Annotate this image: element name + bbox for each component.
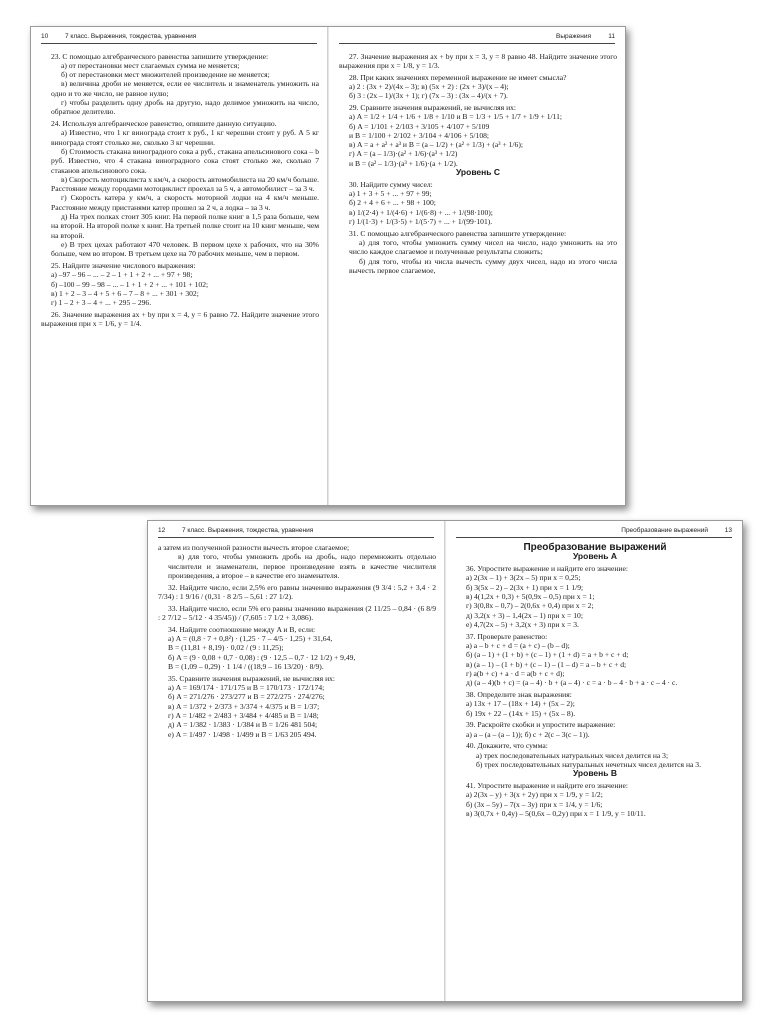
formula-line: и B = (a² – 1/3)·(a³ + 1/6)·(a + 1/2). <box>349 158 458 168</box>
running-title: 7 класс. Выражения, тождества, уравнения <box>182 527 314 534</box>
formula-line: д) (a – 4)(b + c) = (a – 4) · b + (a – 4) · c = a · b – 4 · b + a · c – 4 · c. <box>466 678 678 688</box>
exercise-statement: 37. Проверьте равенство: <box>466 631 548 641</box>
exercise-item: б) Стоимость стакана виноградного сока a руб., стакана апельсинового сока – b руб. Известно, что 4 стакана виноградного сока стоят столько же, сколько 7 стаканов апельсинового сока. <box>51 146 319 175</box>
book-spread-top <box>30 26 626 506</box>
exercise-item: е) В трех цехах работают 470 человек. В первом цехе x рабочих, что на 30% больше, чем во втором. В третьем цехе на 70 рабочих меньше, чем в первом. <box>51 239 319 259</box>
running-head <box>41 33 317 44</box>
formula-line: г) 3(0,8x – 0,7) – 2(0,6x + 0,4) при x = 2; <box>466 601 594 611</box>
exercise-statement: 35. Сравните значения выражений, не вычисляя их: <box>168 673 336 683</box>
formula-line: а) 1 + 3 + 5 + ... + 97 + 99; <box>349 189 432 199</box>
formula-line: в) 1/(2·4) + 1/(4·6) + 1/(6·8) + ... + 1/(98·100); <box>349 207 493 217</box>
formula-line: б) 3 : (2x – 1)/(3x + 1); г) (7x – 3) : (3x – 4)/(x + 7). <box>349 91 508 101</box>
page-number: 13 <box>724 527 732 534</box>
formula-line: г) A = 1/482 + 2/483 + 3/484 + 4/485 и B = 1/48; <box>168 711 319 721</box>
formula-line: а) 2(3x – 1) + 3(2x – 5) при x = 0,25; <box>466 573 581 583</box>
running-head <box>339 33 615 44</box>
exercise-statement: 34. Найдите соотношение между A и B, если: <box>168 624 316 634</box>
formula-line: и B = 1/100 + 2/102 + 3/104 + 4/106 + 5/108; <box>349 130 490 140</box>
formula-line: д) A = 1/382 · 1/383 · 1/384 и B = 1/26 481 504; <box>168 720 318 730</box>
page-number: 12 <box>158 527 166 534</box>
page-12 <box>148 521 444 1001</box>
exercise-statement: 39. Раскройте скобки и упростите выражение: <box>466 720 616 730</box>
exercise-item: в) для того, чтобы умножить дробь на дробь, надо перемножить отдельно числители и знаменатели, первое произведение взять в качестве числителя произведения, а второе – в качестве его знаменателя. <box>168 552 436 580</box>
exercise-item: г) Скорость катера y км/ч, а скорость моторной лодки на 4 км/ч меньше. Расстояние между пристанями катер прошел за 2 ч, а лодка – за 3 ч. <box>51 193 319 212</box>
formula-line: б) 3(5x – 2) – 2(3x + 1) при x = 1 1/9; <box>466 582 584 592</box>
running-head <box>456 527 732 538</box>
book-spread-bottom <box>147 520 743 1002</box>
formula-line: г) a(b + c) + a · d = a(b + c + d); <box>466 668 565 678</box>
page-10 <box>31 27 327 505</box>
formula-line: б) A = 1/101 + 2/103 + 3/105 + 4/107 + 5/109 <box>349 121 490 131</box>
formula-line: в) A = 1/372 + 2/373 + 3/374 + 4/375 и B = 1/37; <box>168 701 320 711</box>
exercise-statement: 27. Значение выражения ax + by при x = 3, y = 8 равно 48. Найдите значение этого выражения при x = 1/8, y = 1/3. <box>339 51 617 70</box>
formula-line: в) A = a + a² + a³ и B = (a – 1/2) + (a² + 1/3) + (a³ + 1/6); <box>349 140 523 150</box>
page-text <box>41 49 319 499</box>
formula-line: в) 4(1,2x + 0,3) + 5(0,9x – 0,5) при x = 1; <box>466 591 595 601</box>
level-heading: Уровень С <box>455 167 501 178</box>
exercise-statement: 41. Упростите выражение и найдите его значение: <box>466 781 628 791</box>
formula-line: б) (a – 1) + (1 + b) + (c – 1) + (1 + d) = a + b + c + d; <box>466 650 629 660</box>
page-13 <box>446 521 742 1001</box>
page-number: 11 <box>608 33 615 40</box>
formula-line: а) a – b + c + d = (a + c) – (b – d); <box>466 640 570 650</box>
exercise-statement: 30. Найдите сумму чисел: <box>349 179 433 189</box>
exercise-statement: 33. Найдите число, если 5% его равны значению выражения (2 11/25 – 0,84 · (6 8/9 : 2 7/12 – 5/12 · 4 35/45)) / (7,605 : 7 1/2 + 3,086). <box>158 603 436 623</box>
section-title: Преобразование выражений <box>523 542 667 553</box>
exercise-item: б) трех последовательных натуральных нечетных чисел делится на 3. <box>476 760 701 770</box>
exercise-statement: 28. При каких значениях переменной выражение не имеет смысла? <box>349 72 567 82</box>
formula-line: B = (11,81 + 8,19) · 0,02 / (9 : 11,25); <box>168 643 284 653</box>
exercise-statement: 31. С помощью алгебраического равенства запишите утверждение: <box>349 228 567 238</box>
exercise-item: в) величина дроби не меняется, если ее числитель и знаменатель умножить на одно и то же число, не равное нулю; <box>51 79 319 98</box>
exercise-statement: 40. Докажите, что сумма: <box>466 741 548 751</box>
formula-line: б) (3x – 5y) – 7(x – 3y) при x = 1/4, y = 1/6; <box>466 799 603 809</box>
exercise-statement: 24. Используя алгебраическое равенство, опишите данную ситуацию. <box>51 119 277 129</box>
exercise-item: б) для того, чтобы из числа вычесть сумму двух чисел, надо из этого числа вычесть первое слагаемое, <box>349 256 617 276</box>
exercise-item: а) трех последовательных натуральных чисел делится на 3; <box>476 750 669 760</box>
formula-line: е) 4,7(2x – 5) + 3,2(x + 3) при x = 3. <box>466 619 579 629</box>
formula-line: а) A = 169/174 · 171/175 и B = 170/173 · 172/174; <box>168 683 325 693</box>
formula-line: а) a – (a – (a – 1)); б) c + 2(c – 3(c – 1)). <box>466 729 590 739</box>
exercise-statement: 38. Определите знак выражения: <box>466 689 572 699</box>
formula-line: г) 1 – 2 + 3 – 4 + ... + 295 – 296. <box>51 298 152 308</box>
formula-line: б) A = 271/276 · 273/277 и B = 272/275 · 274/276; <box>168 692 325 702</box>
exercise-statement: 26. Значение выражения ax + by при x = 4, y = 6 равно 72. Найдите значение этого выражения при x = 1/6, y = 1/4. <box>41 310 319 329</box>
page-11 <box>329 27 625 505</box>
formula-line: в) 1 + 2 – 3 – 4 + 5 + 6 – 7 – 8 + ... + 301 + 302; <box>51 288 199 298</box>
level-heading: Уровень А <box>572 551 618 562</box>
formula-line: г) A = (a – 1/3)·(a² + 1/6)·(a³ + 1/2) <box>349 149 458 159</box>
running-title: Преобразование выражений <box>621 527 708 534</box>
page-number: 10 <box>41 33 49 40</box>
formula-line: г) 1/(1·3) + 1/(3·5) + 1/(5·7) + ... + 1/(99·101). <box>349 217 493 227</box>
formula-line: а) –97 – 96 – ... – 2 – 1 + 1 + 2 + ... + 97 + 98; <box>51 270 193 280</box>
formula-line: б) –100 – 99 – 98 – ... – 1 + 1 + 2 + ... + 101 + 102; <box>51 279 209 289</box>
formula-line: в) 3(0,7x + 0,4y) – 5(0,6x – 0,2y) при x = 1 1/9, y = 10/11. <box>466 809 646 819</box>
exercise-item: а) от перестановки мест слагаемых сумма не меняется; <box>61 60 240 70</box>
exercise-item: а) для того, чтобы умножить сумму чисел на число, надо умножить на это число каждое слагаемое и полученные результаты сложить; <box>349 238 617 257</box>
formula-line: б) A = (9 · 0,08 + 0,7 · 0,08) : (9 · 12,5 – 0,7 · 12 1/2) + 9,49, <box>168 652 356 662</box>
page-text <box>339 49 617 499</box>
formula-line: а) 2 : (3x + 2)/(4x – 3); в) (5x + 2) : (2x + 3)/(x – 4); <box>349 81 509 91</box>
exercise-statement: 36. Упростите выражение и найдите его значение: <box>466 564 628 574</box>
running-title: Выражения <box>556 33 591 40</box>
formula-line: а) 2(3x – y) + 3(x + 2y) при x = 1/9, y = 1/2; <box>466 790 603 800</box>
formula-line: д) 3,2(x + 3) – 1,4(2x – 1) при x = 10; <box>466 610 583 620</box>
page-text <box>456 543 734 995</box>
exercise-item: б) от перестановки мест множителей произведение не меняется; <box>61 70 270 80</box>
page-text <box>158 543 436 995</box>
exercise-statement: 29. Сравните значения выражений, не вычисляя их: <box>349 102 517 112</box>
formula-line: в) (a – 1) – (1 + b) + (c – 1) – (1 – d) = a – b + c + d; <box>466 659 627 669</box>
paragraph: а затем из полученной разности вычесть второе слагаемое; <box>158 543 350 552</box>
exercise-item: а) Известно, что 1 кг винограда стоит x руб., 1 кг черешни стоит y руб. А 5 кг винограда стоят столько же, сколько 3 кг черешни. <box>51 128 319 147</box>
exercise-statement: 32. Найдите число, если 2,5% его равны значению выражения (9 3/4 : 5,2 + 3,4 · 2 7/34) : 1 9/16 / (0,31 · 8 2/5 – 5,61 : 27 1/2). <box>158 582 436 601</box>
exercise-item: д) На трех полках стоит 305 книг. На первой полке книг в 1,5 раза больше, чем на второй. На второй полке x книг. На третьей полке стоит на 10 книг меньше, чем на второй. <box>51 212 319 240</box>
exercise-statement: 23. С помощью алгебраического равенства запишите утверждение: <box>51 51 269 61</box>
exercise-item: в) Скорость мотоциклиста x км/ч, а скорость автомобилиста на 20 км/ч больше. Расстояние между городами мотоциклист проехал за 5 ч, а автомобилист – за 3 ч. <box>51 174 319 194</box>
formula-line: а) A = 1/2 + 1/4 + 1/6 + 1/8 + 1/10 и B = 1/3 + 1/5 + 1/7 + 1/9 + 1/11; <box>349 112 563 122</box>
formula-line: а) A = (0,8 · 7 + 0,8²) · (1,25 · 7 – 4/5 · 1,25) + 31,64, <box>168 634 333 644</box>
formula-line: а) 13x + 17 – (18x + 14) + (5x – 2); <box>466 699 575 709</box>
formula-line: б) 2 + 4 + 6 + ... + 98 + 100; <box>349 198 436 208</box>
exercise-statement: 25. Найдите значение числового выражения: <box>51 261 196 271</box>
running-title: 7 класс. Выражения, тождества, уравнения <box>65 33 197 40</box>
exercise-item: г) чтобы разделить одну дробь на другую, надо делимое умножить на число, обратное делителю. <box>51 97 319 117</box>
formula-line: е) A = 1/497 · 1/498 · 1/499 и B = 1/63 205 494. <box>168 729 317 739</box>
level-heading: Уровень В <box>572 768 618 779</box>
formula-line: б) 19x + 22 – (14x + 15) + (5x – 8). <box>466 708 576 718</box>
running-head <box>158 527 434 538</box>
formula-line: B = (1,09 – 0,29) · 1 1/4 / ((18,9 – 16 13/20) · 8/9). <box>168 662 324 672</box>
